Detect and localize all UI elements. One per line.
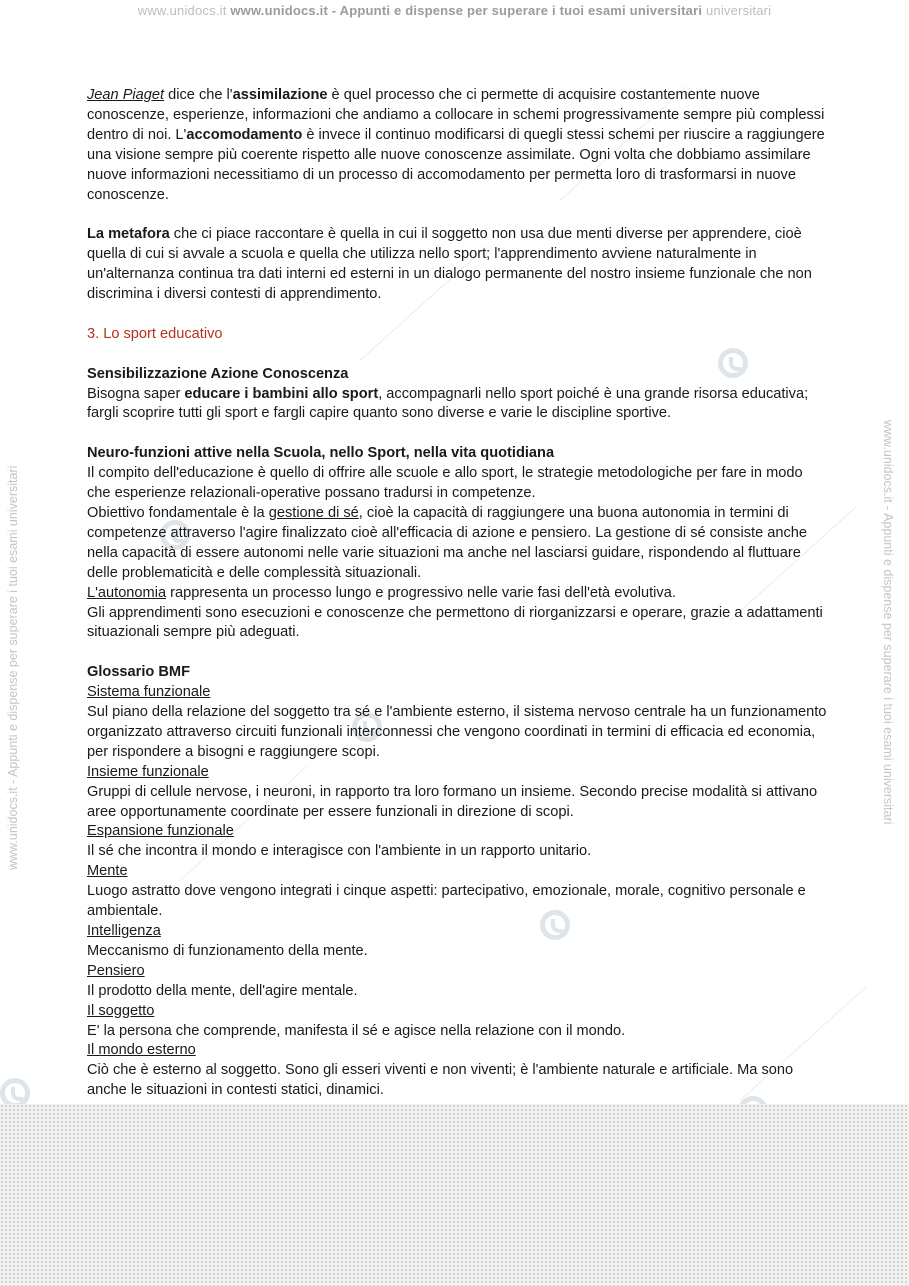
header-watermark: [0, 3, 909, 18]
glossary-definition: Il prodotto della mente, dell'agire mentale.: [87, 982, 358, 999]
glossary-term: Intelligenza: [87, 922, 161, 939]
emphasis-text: educare i bambini allo sport: [184, 385, 379, 402]
subsection-heading-neuro-funzioni: Neuro-funzioni attive nella Scuola, nello Sport, nella vita quotidiana: [87, 445, 555, 462]
intro-paragraph-2: [87, 225, 827, 305]
author-link[interactable]: Jean Piaget: [87, 87, 165, 103]
glossary-definition: Sul piano della relazione del soggetto tra sé e l'ambiente esterno, il sistema nervoso centrale ha un funzionamento organizzato attraverso circuiti funzionali interconnessi che vengono coordinati in termini di efficacia ed economia, per rispondere a bisogni e raggiungere scopi.: [87, 704, 827, 760]
glossary-heading: Glossario BMF: [87, 664, 190, 681]
glossary-term: Insieme funzionale: [87, 763, 209, 780]
glossary-term: Il soggetto: [87, 1002, 155, 1019]
subsection-paragraph: [87, 584, 827, 604]
term-metafora: La metafora: [87, 226, 170, 243]
subsection-paragraph: Gli apprendimenti sono esecuzioni e conoscenze che permettono di riorganizzarsi e operare, grazie a adattamenti situazionali sempre più adeguati.: [87, 604, 823, 641]
preview-mask-pattern: [0, 1104, 909, 1286]
side-watermark-left: www.unidocs.it - Appunti e dispense per superare i tuoi esami universitari: [6, 465, 20, 870]
intro-paragraph-1: [87, 86, 827, 205]
header-watermark-right: universitari: [705, 3, 772, 18]
header-watermark-left: www.unidocs.it: [137, 3, 227, 18]
subsection-paragraph: [87, 504, 827, 584]
text-run: Obiettivo fondamentale è la: [87, 504, 269, 521]
text-run: Bisogna saper: [87, 385, 185, 402]
glossary-list: [87, 683, 827, 1101]
underlined-term: L'autonomia: [87, 584, 167, 601]
side-watermark-right: www.unidocs.it - Appunti e dispense per superare i tuoi esami universitari: [881, 420, 895, 825]
glossary-term: Sistema funzionale: [87, 684, 211, 701]
term-assimilazione: assimilazione: [232, 87, 328, 103]
glossary-term: Espansione funzionale: [87, 823, 234, 840]
glossary-term: Mente: [87, 863, 128, 880]
subsection-heading-sensibilizzazione: Sensibilizzazione Azione Conoscenza: [87, 365, 349, 382]
subsection-paragraph: [87, 385, 827, 425]
text-run: , accompagnarli nello sport poiché è una grande risorsa educativa; fargli scoprire tutti gli sport e fargli capire quanto sono diverse e varie le discipline sportive.: [87, 385, 809, 422]
underlined-term: gestione di sé: [268, 504, 359, 521]
document-body: [87, 86, 827, 1101]
glossary-definition: Meccanismo di funzionamento della mente.: [87, 942, 368, 959]
text-run: rappresenta un processo lungo e progressivo nelle varie fasi dell'età evolutiva.: [166, 584, 676, 601]
glossary-definition: E' la persona che comprende, manifesta il sé e agisce nella relazione con il mondo.: [87, 1022, 626, 1039]
glossary-definition: Luogo astratto dove vengono integrati i cinque aspetti: partecipativo, emozionale, morale, cognitivo personale e ambientale.: [87, 883, 806, 920]
header-watermark-center: www.unidocs.it - Appunti e dispense per superare i tuoi esami universitari: [230, 3, 703, 18]
term-accomodamento: accomodamento: [186, 126, 303, 143]
glossary-term: Il mondo esterno: [87, 1042, 196, 1059]
text-run: è quel processo che ci permette di acquisire costantemente nuove conoscenze, esperienze, informazioni che andiamo a collocare in schemi progressivamente sempre più complessi dentro di noi. L': [87, 87, 825, 143]
glossary-definition: Il sé che incontra il mondo e interagisce con l'ambiente in un rapporto unitario.: [87, 843, 592, 860]
glossary-term: Pensiero: [87, 962, 145, 979]
glossary-definition: Ciò che è esterno al soggetto. Sono gli esseri viventi e non viventi; è l'ambiente naturale e artificiale. Ma sono anche le situazioni in contesti statici, dinamici.: [87, 1062, 794, 1099]
subsection-paragraph: Il compito dell'educazione è quello di offrire alle scuole e allo sport, le strategie metodologiche per fare in modo che esperienze relazionali-operative possano tradursi in competenze.: [87, 465, 803, 502]
section-title: 3. Lo sport educativo: [87, 325, 223, 342]
text-run: dice che l': [164, 87, 233, 103]
text-run: è invece il continuo modificarsi di quegli stessi schemi per riuscire a raggiungere una visione sempre più coerente rispetto alle nuove conoscenze assimilate. Ogni volta che dobbiamo assimilare nuove informazioni necessitiamo di un processo di accomodamento per permetta loro di trasformarsi in nuove conoscenze.: [87, 126, 825, 203]
text-run: che ci piace raccontare è quella in cui il soggetto non usa due menti diverse per apprendere, cioè quella di cui si avvale a scuola e quella che utilizza nello sport; l'apprendimento avviene naturalmente in un'alternanza continua tra dati interni ed esterni in un dialogo permanente del nostro insieme funzionale che non discrimina i diversi contesti di apprendimento.: [87, 226, 812, 303]
glossary-definition: Gruppi di cellule nervose, i neuroni, in rapporto tra loro formano un insieme. Secondo precise modalità si attivano aree opportunamente coordinate per essere funzionali in direzione di scopi.: [87, 783, 818, 820]
text-run: , cioè la capacità di raggiungere una buona autonomia in termini di competenze attraverso l'agire finalizzato cioè all'efficacia di azione e pensiero. La gestione di sé consiste anche nella capacità di essere autonomi nelle varie situazioni ma anche nel lasciarsi guidare, rispondendo al fluttuare delle problematicità e delle complessità situazionali.: [87, 504, 808, 581]
